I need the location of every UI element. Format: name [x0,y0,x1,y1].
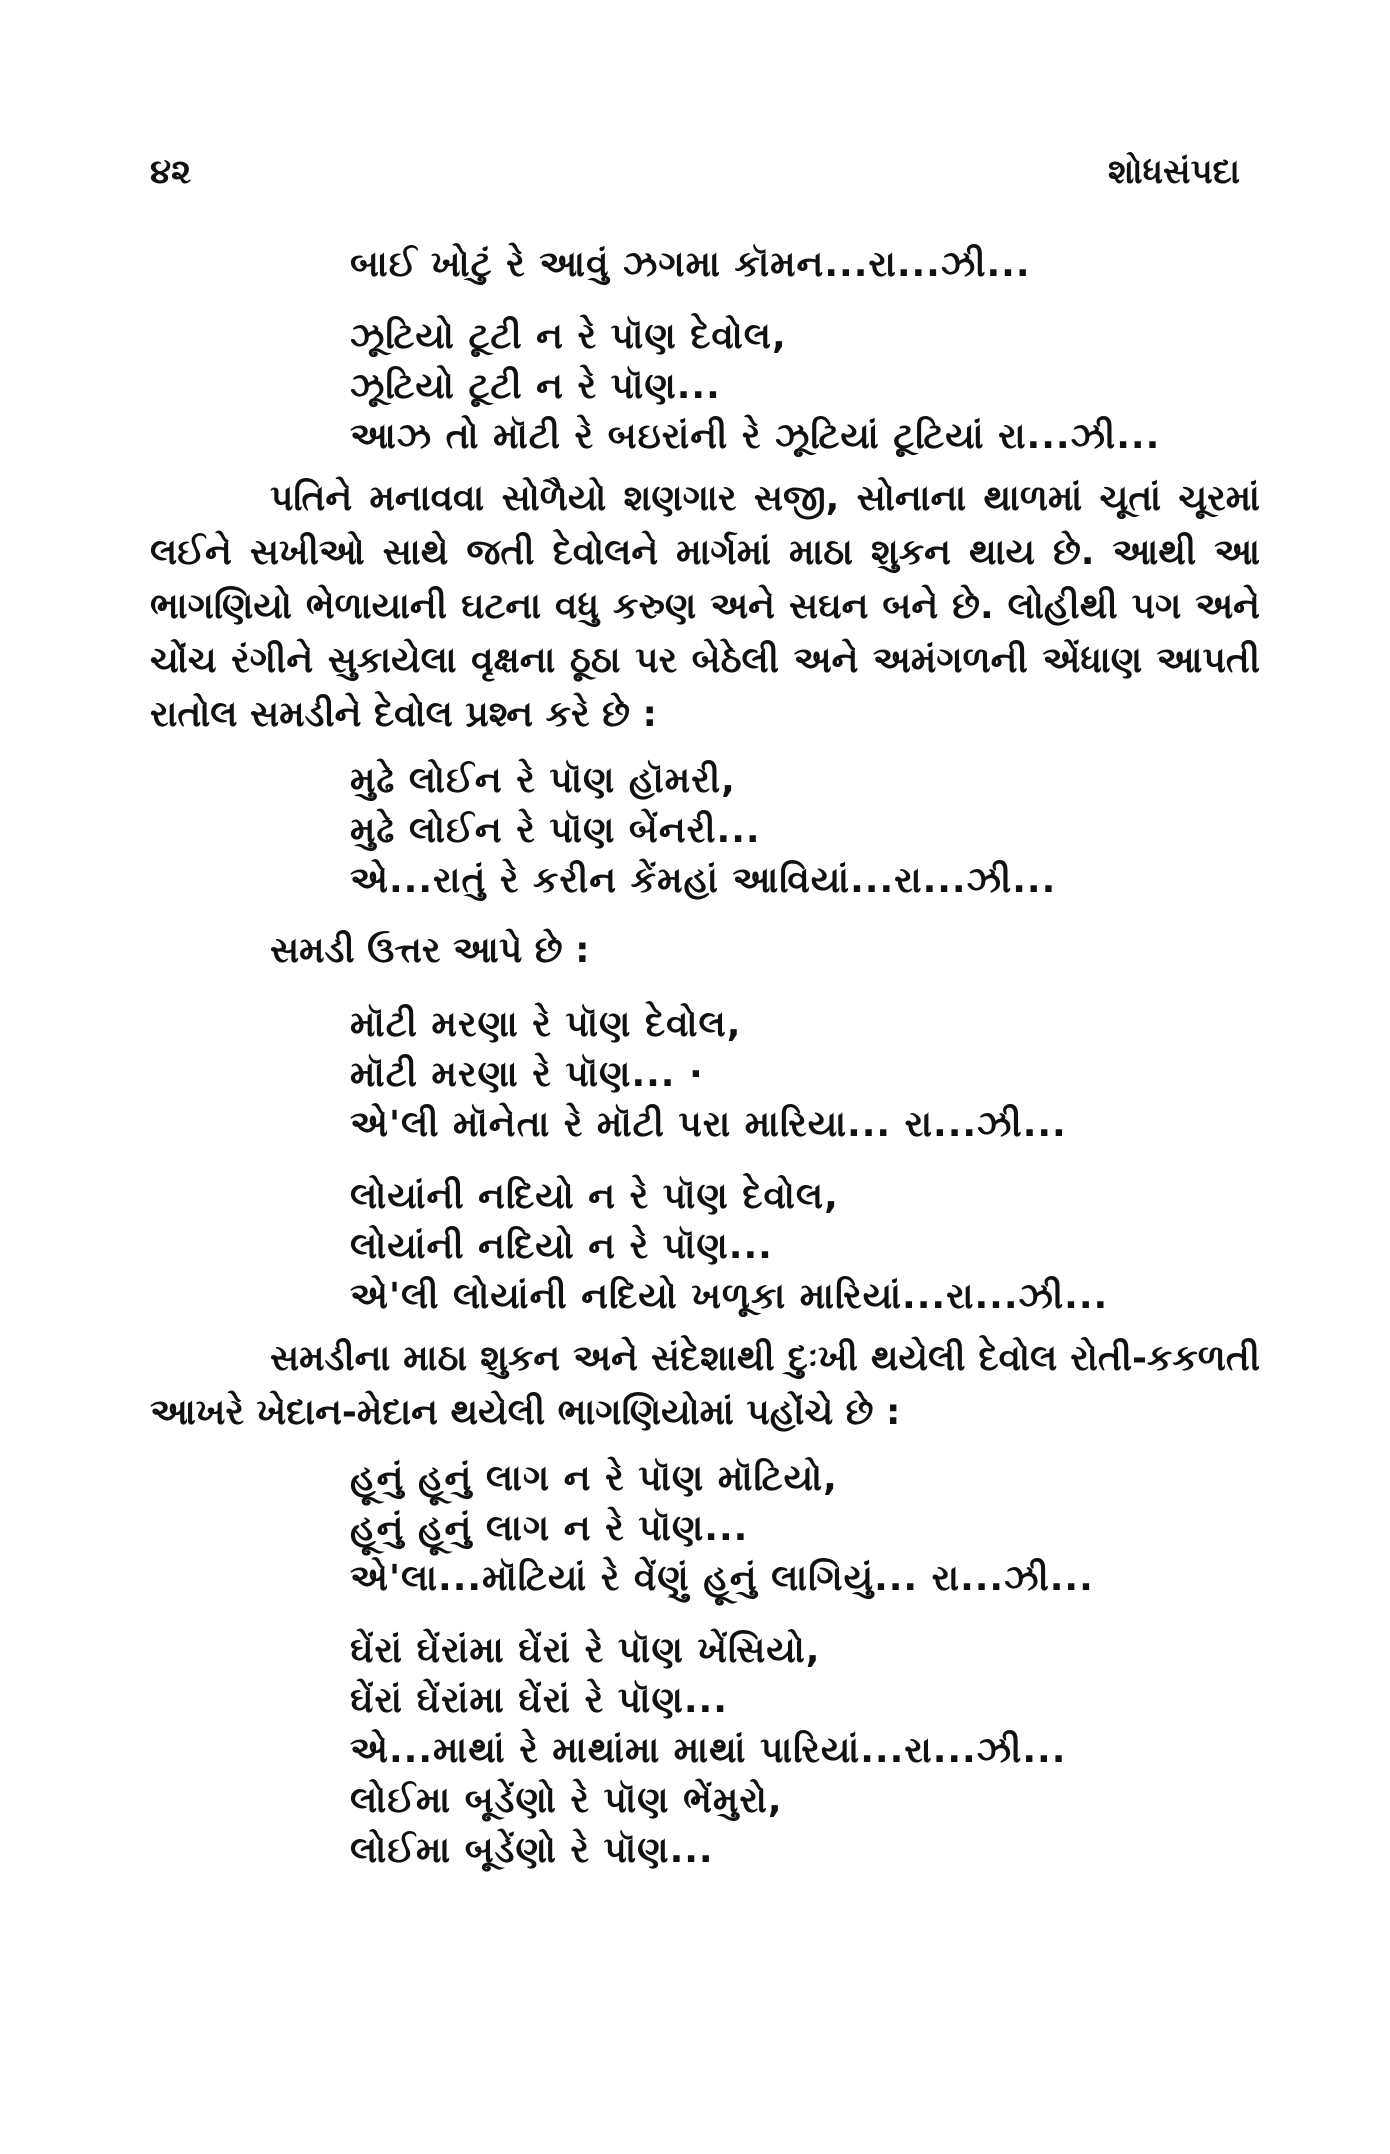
verse-stanza-1 [350,240,1260,290]
verse-stanza-7 [350,1626,1260,1876]
page-header [150,152,1240,202]
verse-line: લોઈમા બૂડેંણો રે પૉણ... [350,1830,714,1871]
verse-line: ઝૂટિયો ટૂટી ન રે પૉણ... [350,366,721,407]
verse-line: હૂનું હૂનું લાગ ન રે પૉણ... [350,1508,749,1549]
verse-line: મૉટી મરણા રે પૉણ... · [350,1054,704,1095]
verse-line: હૂનું હૂનું લાગ ન રે પૉણ મૉટિયો, [350,1458,838,1499]
verse-line: એ'લી લોયાંની નદિયો ખળૂકા મારિયાં...રા...ઝી... [350,1276,1109,1317]
verse-line: લોઈમા બૂડેંણો રે પૉણ ભેંમુરો, [350,1780,783,1821]
verse-line: એ...માથાં રે માથાંમા માથાં પારિયાં...રા...ઝી... [350,1730,1067,1771]
verse-line: એ'લા...મૉટિયાં રે વેંણું હૂનું લાગિયું... રા...ઝી... [350,1558,1094,1599]
verse-stanza-3 [350,756,1260,906]
verse-stanza-4 [350,1000,1260,1150]
verse-line: બાઈ ખોટું રે આવું ઝગમા કૉમન...રા...ઝી... [350,244,1031,285]
verse-stanza-5 [350,1172,1260,1322]
verse-line: મુઢે લોઈન રે પૉણ હૉમરી, [350,760,736,801]
verse-line: એ...રાતું રે કરીન કેંમહાં આવિયાં...રા...ઝી... [350,860,1057,901]
verse-stanza-2 [350,312,1260,462]
page-number: ૪૨ [150,152,192,192]
verse-stanza-6 [350,1454,1260,1604]
verse-line: ઝૂટિયો ટૂટી ન રે પૉણ દેવોલ, [350,316,787,357]
running-head: શોધસંપદા [1107,152,1240,192]
verse-line: મૉટી મરણા રે પૉણ દેવોલ, [350,1004,742,1045]
prose-paragraph-2: સમડી ઉત્તર આપે છે : [270,930,590,971]
prose-paragraph-1: પતિને મનાવવા સોળૈયો શણગાર સજી, સોનાના થાળમાં ચૂતાં ચૂરમાં લઈને સખીઓ સાથે જતી દેવોલને માર્ગમાં માઠા શુકન થાય છે. આથી આ ભાગણિયો ભેળાયાની ઘટના વધુ કરુણ અને સઘન બને છે. લોહીથી પગ અને ચોંચ રંગીને સુકાયેલા વૃક્ષના ઠૂઠા પર બેઠેલી અને અમંગળની એંધાણ આપતી રાતોલ સમડીને દેવોલ પ્રશ્ન કરે છે : [150,478,1260,735]
prose-paragraph-3: સમડીના માઠા શુકન અને સંદેશાથી દુઃખી થયેલી દેવોલ રોતી-કકળતી આખરે ખેદાન-મેદાન થયેલી ભાગણિયોમાં પહોંચે છે : [150,1338,1260,1433]
verse-line: લોયાંની નદિયો ન રે પૉણ... [350,1226,773,1267]
verse-line: ઘેંરાં ઘેંરાંમા ઘેંરાં રે પૉણ... [350,1680,728,1721]
page-body [150,240,1260,1876]
verse-line: લોયાંની નદિયો ન રે પૉણ દેવોલ, [350,1176,839,1217]
verse-line: આઝ તો મૉટી રે બઇરાંની રે ઝૂટિયાં ટૂટિયાં રા...ઝી... [350,416,1161,457]
verse-line: મુઢે લોઈન રે પૉણ બેંનરી... [350,810,761,851]
verse-line: એ'લી મૉનેતા રે મૉટી પરા મારિયા... રા...ઝી... [350,1104,1067,1145]
verse-line: ઘેંરાં ઘેંરાંમા ઘેંરાં રે પૉણ ખેંસિયો, [350,1630,821,1671]
